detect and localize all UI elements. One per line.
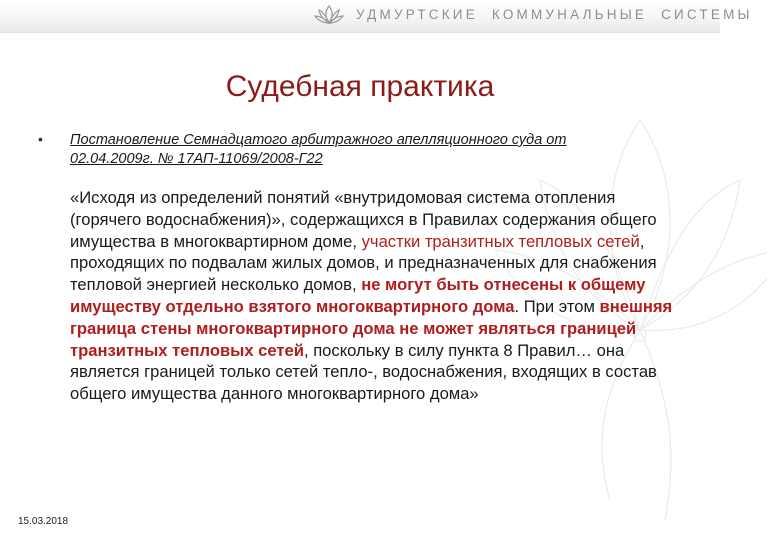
- brand-word-3: СИСТЕМЫ: [661, 7, 753, 22]
- brand-word-2: КОММУНАЛЬНЫЕ: [491, 7, 648, 22]
- court-quote: [70, 187, 680, 405]
- quote-part-6-highlight: внешняя граница стены многоквартирного дома не может являться границей транзитных тепловых сетей: [70, 296, 673, 360]
- quote-part-4-highlight: не могут быть отнесены к общему имуществу отдельно взятого многоквартирного дома: [70, 275, 646, 316]
- quote-part-7: , поскольку в силу пункта 8 Правил… она является границей только сетей тепло-, водоснабжения, входящих в состав общего имущества данного многоквартирного дома»: [70, 340, 657, 404]
- court-reference: Постановление Семнадцатого арбитражного апелляционного суда от 02.04.2009г. № 17АП-11069/2008-Г22: [70, 132, 567, 167]
- page-title: Судебная практика: [225, 70, 495, 103]
- quote-part-5: . При этом: [514, 296, 600, 316]
- brand-word-1: УДМУРТСКИЕ: [356, 7, 478, 22]
- lotus-icon: [314, 4, 344, 26]
- quote-part-1: «Исходя из определений понятий «внутридомовая система отопления (горячего водоснабжения)», содержащихся в Правилах содержания общего имущества в многоквартирном доме,: [70, 188, 657, 251]
- quote-part-2-highlight: участки транзитных тепловых сетей: [361, 231, 640, 251]
- quote-part-3: , проходящих по подвалам жилых домов, и предназначенных для снабжения тепловой энергией несколько домов,: [70, 231, 657, 295]
- bullet-marker: •: [38, 131, 43, 147]
- slide-date: 15.03.2018: [18, 516, 69, 527]
